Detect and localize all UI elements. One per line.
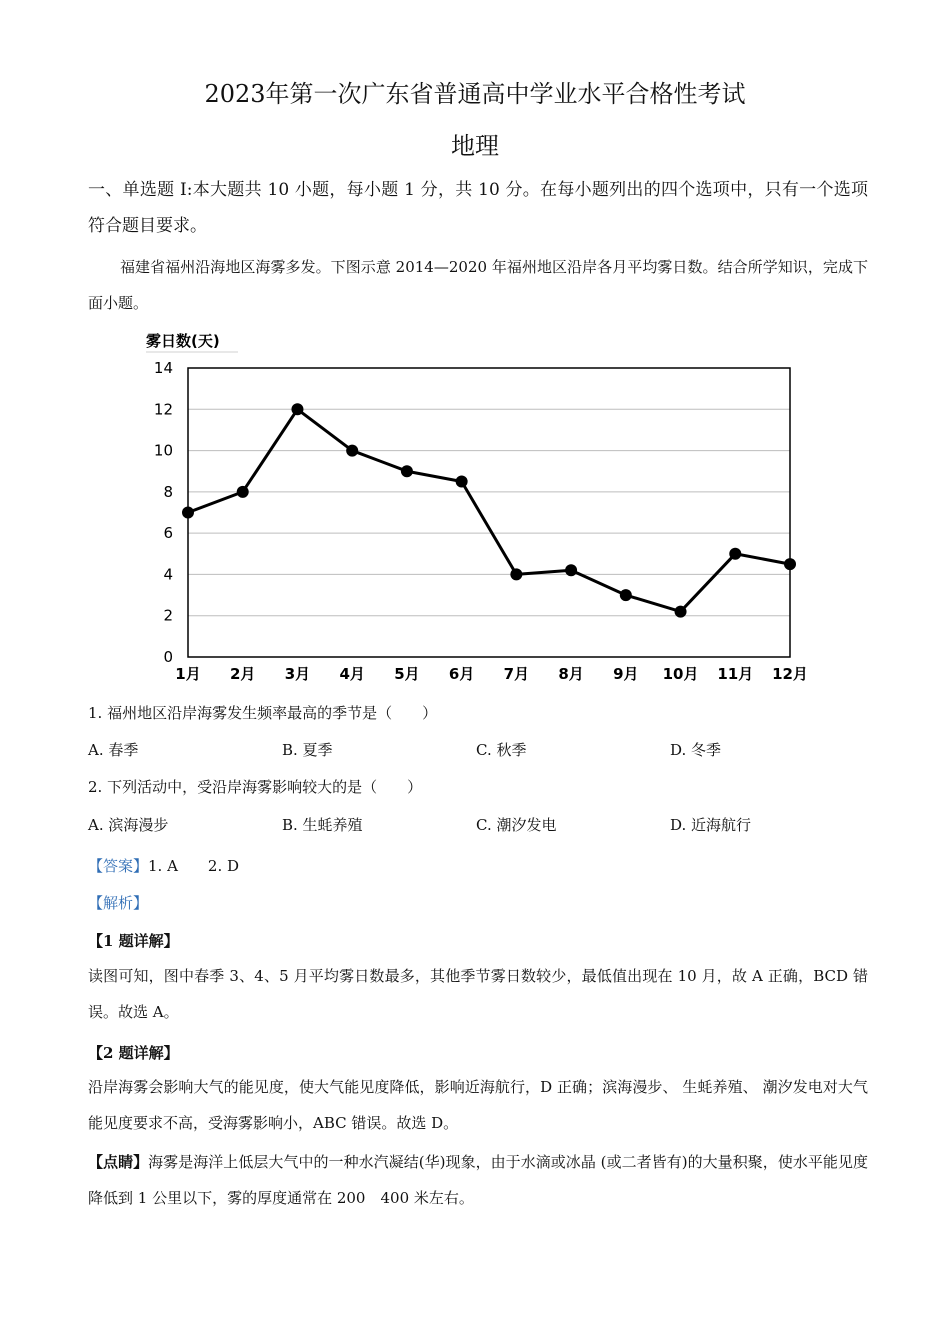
data-point — [237, 486, 249, 498]
data-point — [510, 568, 522, 580]
x-tick-label: 8月 — [558, 665, 584, 683]
data-point — [456, 476, 468, 488]
note-text: 海雾是海洋上低层大气中的一种水汽凝结(华)现象，由于水滴或冰晶 (或二者皆有)的大量积聚，使水平能见度降低到 1 公里以下，雾的厚度通常在 200 400 米左右。 — [88, 1153, 868, 1207]
detail-2-tag: 【2 题详解】 — [88, 1044, 179, 1062]
question-1-stem: 1. 福州地区沿岸海雾发生频率最高的季节是（ ） — [88, 704, 438, 722]
answer-line — [88, 855, 239, 876]
x-tick-label: 5月 — [394, 665, 420, 683]
x-tick-label: 3月 — [284, 665, 311, 683]
analysis-tag: 【解析】 — [88, 894, 149, 912]
data-point — [784, 558, 796, 570]
series-line — [188, 409, 790, 611]
q2-option-a[interactable]: A. 滨海漫步 — [88, 816, 169, 834]
data-point — [401, 465, 413, 477]
data-point — [291, 403, 303, 415]
detail-1-tag: 【1 题详解】 — [88, 932, 179, 950]
data-point — [675, 606, 687, 618]
data-point — [729, 548, 741, 560]
data-point — [565, 564, 577, 576]
x-tick-label: 12月 — [772, 665, 808, 683]
section-heading: 一、单选题 I:本大题共 10 小题，每小题 1 分，共 10 分。在每小题列出的四个选项中，只有一个选项符合题目要求。 — [88, 180, 868, 236]
plot-frame — [188, 368, 790, 657]
y-tick-label: 14 — [153, 359, 173, 377]
data-point — [346, 445, 358, 457]
y-tick-label: 4 — [163, 565, 173, 584]
exam-title: 2023年第一次广东省普通高中学业水平合格性考试 — [204, 80, 746, 108]
detail-1-text: 读图可知，图中春季 3、4、5 月平均雾日数最多，其他季节雾日数较少，最低值出现在 10 月，故 A 正确，BCD 错误。故选 A。 — [88, 967, 868, 1021]
question-2-stem: 2. 下列活动中，受沿岸海雾影响较大的是（ ） — [88, 778, 423, 796]
data-point — [182, 507, 194, 519]
q1-option-c[interactable]: C. 秋季 — [476, 741, 527, 759]
answer-tag: 【答案】 — [88, 857, 149, 875]
x-tick-label: 1月 — [175, 665, 201, 683]
y-tick-label: 8 — [163, 482, 173, 501]
x-tick-label: 6月 — [448, 665, 475, 683]
x-tick-label: 2月 — [230, 665, 256, 683]
x-tick-label: 10月 — [662, 665, 699, 683]
intro-text: 福建省福州沿海地区海雾多发。下图示意 2014—2020 年福州地区沿岸各月平均雾日数。结合所学知识，完成下面小题。 — [88, 258, 868, 312]
fog-days-chart — [120, 325, 820, 690]
note-tag: 【点睛】 — [88, 1153, 149, 1171]
q1-option-d[interactable]: D. 冬季 — [670, 741, 722, 759]
y-tick-label: 2 — [163, 606, 173, 625]
data-point — [620, 589, 632, 601]
q1-option-a[interactable]: A. 春季 — [88, 741, 139, 759]
y-tick-label: 12 — [153, 400, 173, 419]
q2-option-c[interactable]: C. 潮汐发电 — [476, 816, 557, 834]
subject-title: 地理 — [451, 132, 499, 160]
q2-option-b[interactable]: B. 生蚝养殖 — [282, 816, 363, 834]
q1-option-b[interactable]: B. 夏季 — [282, 741, 333, 759]
x-tick-label: 11月 — [717, 665, 754, 683]
x-tick-label: 7月 — [503, 665, 530, 683]
y-tick-label: 10 — [153, 441, 173, 460]
y-tick-label: 0 — [163, 648, 173, 666]
y-tick-label: 6 — [163, 524, 173, 543]
x-tick-label: 4月 — [339, 665, 365, 683]
y-axis-label: 雾日数(天) — [146, 332, 220, 350]
detail-2-text: 沿岸海雾会影响大气的能见度，使大气能见度降低，影响近海航行，D 正确；滨海漫步、 生蚝养殖、 潮汐发电对大气能见度要求不高，受海雾影响小，ABC 错误。故选 D。 — [88, 1078, 868, 1132]
x-tick-label: 9月 — [613, 665, 639, 683]
note-paragraph — [88, 1144, 868, 1216]
answer-text: 1. A 2. D — [148, 857, 240, 875]
q2-option-d[interactable]: D. 近海航行 — [670, 816, 752, 834]
